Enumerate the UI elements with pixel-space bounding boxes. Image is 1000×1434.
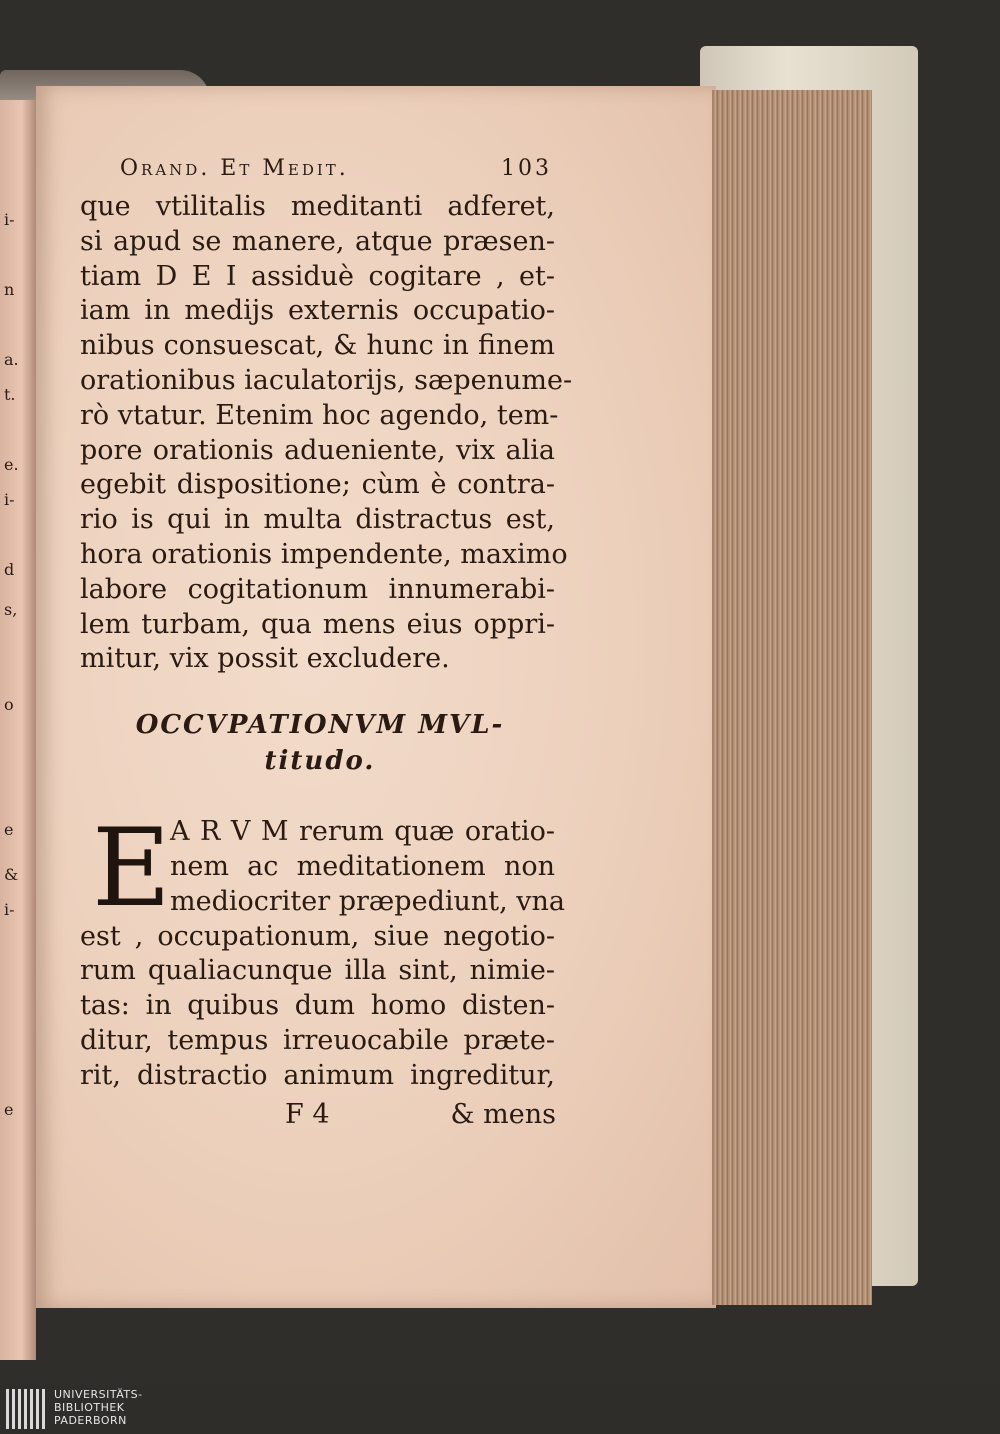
text-block xyxy=(80,150,573,1134)
text-line: si apud se manere, atque præsen- xyxy=(80,225,555,257)
section-heading xyxy=(80,707,560,779)
text-line: pore orationis adueniente, vix alia xyxy=(80,434,555,466)
text-line: mitur, vix possit excludere. xyxy=(80,643,450,675)
library-logo-text xyxy=(54,1388,143,1427)
text-line: mediocriter præpediunt, vna xyxy=(170,885,566,917)
page-footer xyxy=(80,1098,560,1134)
text-line: rio is qui in multa distractus est, xyxy=(80,504,555,536)
left-fragment: e xyxy=(4,820,14,839)
text-line: nem ac meditationem non xyxy=(170,850,555,882)
left-fragment: t. xyxy=(4,385,16,404)
text-line: tiam D E I assiduè cogitare , et- xyxy=(80,260,555,292)
left-page-edge xyxy=(0,100,36,1360)
text-line: tas: in quibus dum homo disten- xyxy=(80,990,555,1022)
text-line: iam in medijs externis occupatio- xyxy=(80,295,555,327)
page-header xyxy=(80,150,560,190)
heading-line: OCCVPATIONVM MVL- xyxy=(135,710,505,741)
left-fragment: i- xyxy=(4,210,15,229)
left-fragment: o xyxy=(4,695,14,714)
text-line: egebit dispositione; cùm è contra- xyxy=(80,469,555,501)
text-line: labore cogitationum innumerabi- xyxy=(80,573,555,605)
left-fragment: & xyxy=(4,865,19,884)
left-fragment: e xyxy=(4,1100,14,1119)
text-line: hora orationis impendente, maximo xyxy=(80,538,568,570)
text-line: ditur, tempus irreuocabile præte- xyxy=(80,1024,555,1056)
library-logo-bar xyxy=(0,1385,1000,1434)
logo-line: UNIVERSITÄTS- xyxy=(54,1388,143,1401)
text-line: nibus consuescat, & hunc in finem xyxy=(80,330,555,362)
library-logo-icon xyxy=(6,1389,46,1429)
text-line: orationibus iaculatorijs, sæpenume- xyxy=(80,364,573,396)
left-fragment: s, xyxy=(4,600,18,619)
left-fragment: i- xyxy=(4,900,15,919)
left-fragment: a. xyxy=(4,350,19,369)
signature-mark: F 4 xyxy=(285,1098,330,1130)
left-fragment: n xyxy=(4,280,15,299)
logo-line: BIBLIOTHEK xyxy=(54,1401,125,1414)
paragraph-2 xyxy=(80,806,566,1093)
running-head: Orand. Et Medit. xyxy=(120,156,349,181)
text-line: rit, distractio animum ingreditur, xyxy=(80,1059,555,1091)
text-line: est , occupationum, siue negotio- xyxy=(80,920,555,952)
drop-cap: E xyxy=(92,806,171,932)
page-edges xyxy=(712,90,872,1305)
text-line: A R V M rerum quæ oratio- xyxy=(170,816,555,848)
catchword: & mens xyxy=(450,1098,556,1130)
text-line: rum qualiacunque illa sint, nimie- xyxy=(80,955,555,987)
left-fragment: e. xyxy=(4,455,19,474)
left-fragment: d xyxy=(4,560,15,579)
page-number: 103 xyxy=(501,156,552,181)
heading-line: titudo. xyxy=(264,746,376,777)
logo-line: PADERBORN xyxy=(54,1414,127,1427)
left-fragment: i- xyxy=(4,490,15,509)
paragraph-1 xyxy=(80,190,573,677)
text-line: lem turbam, qua mens eius oppri- xyxy=(80,608,555,640)
text-line: rò vtatur. Etenim hoc agendo, tem- xyxy=(80,399,559,431)
text-line: que vtilitalis meditanti adferet, xyxy=(80,191,555,222)
